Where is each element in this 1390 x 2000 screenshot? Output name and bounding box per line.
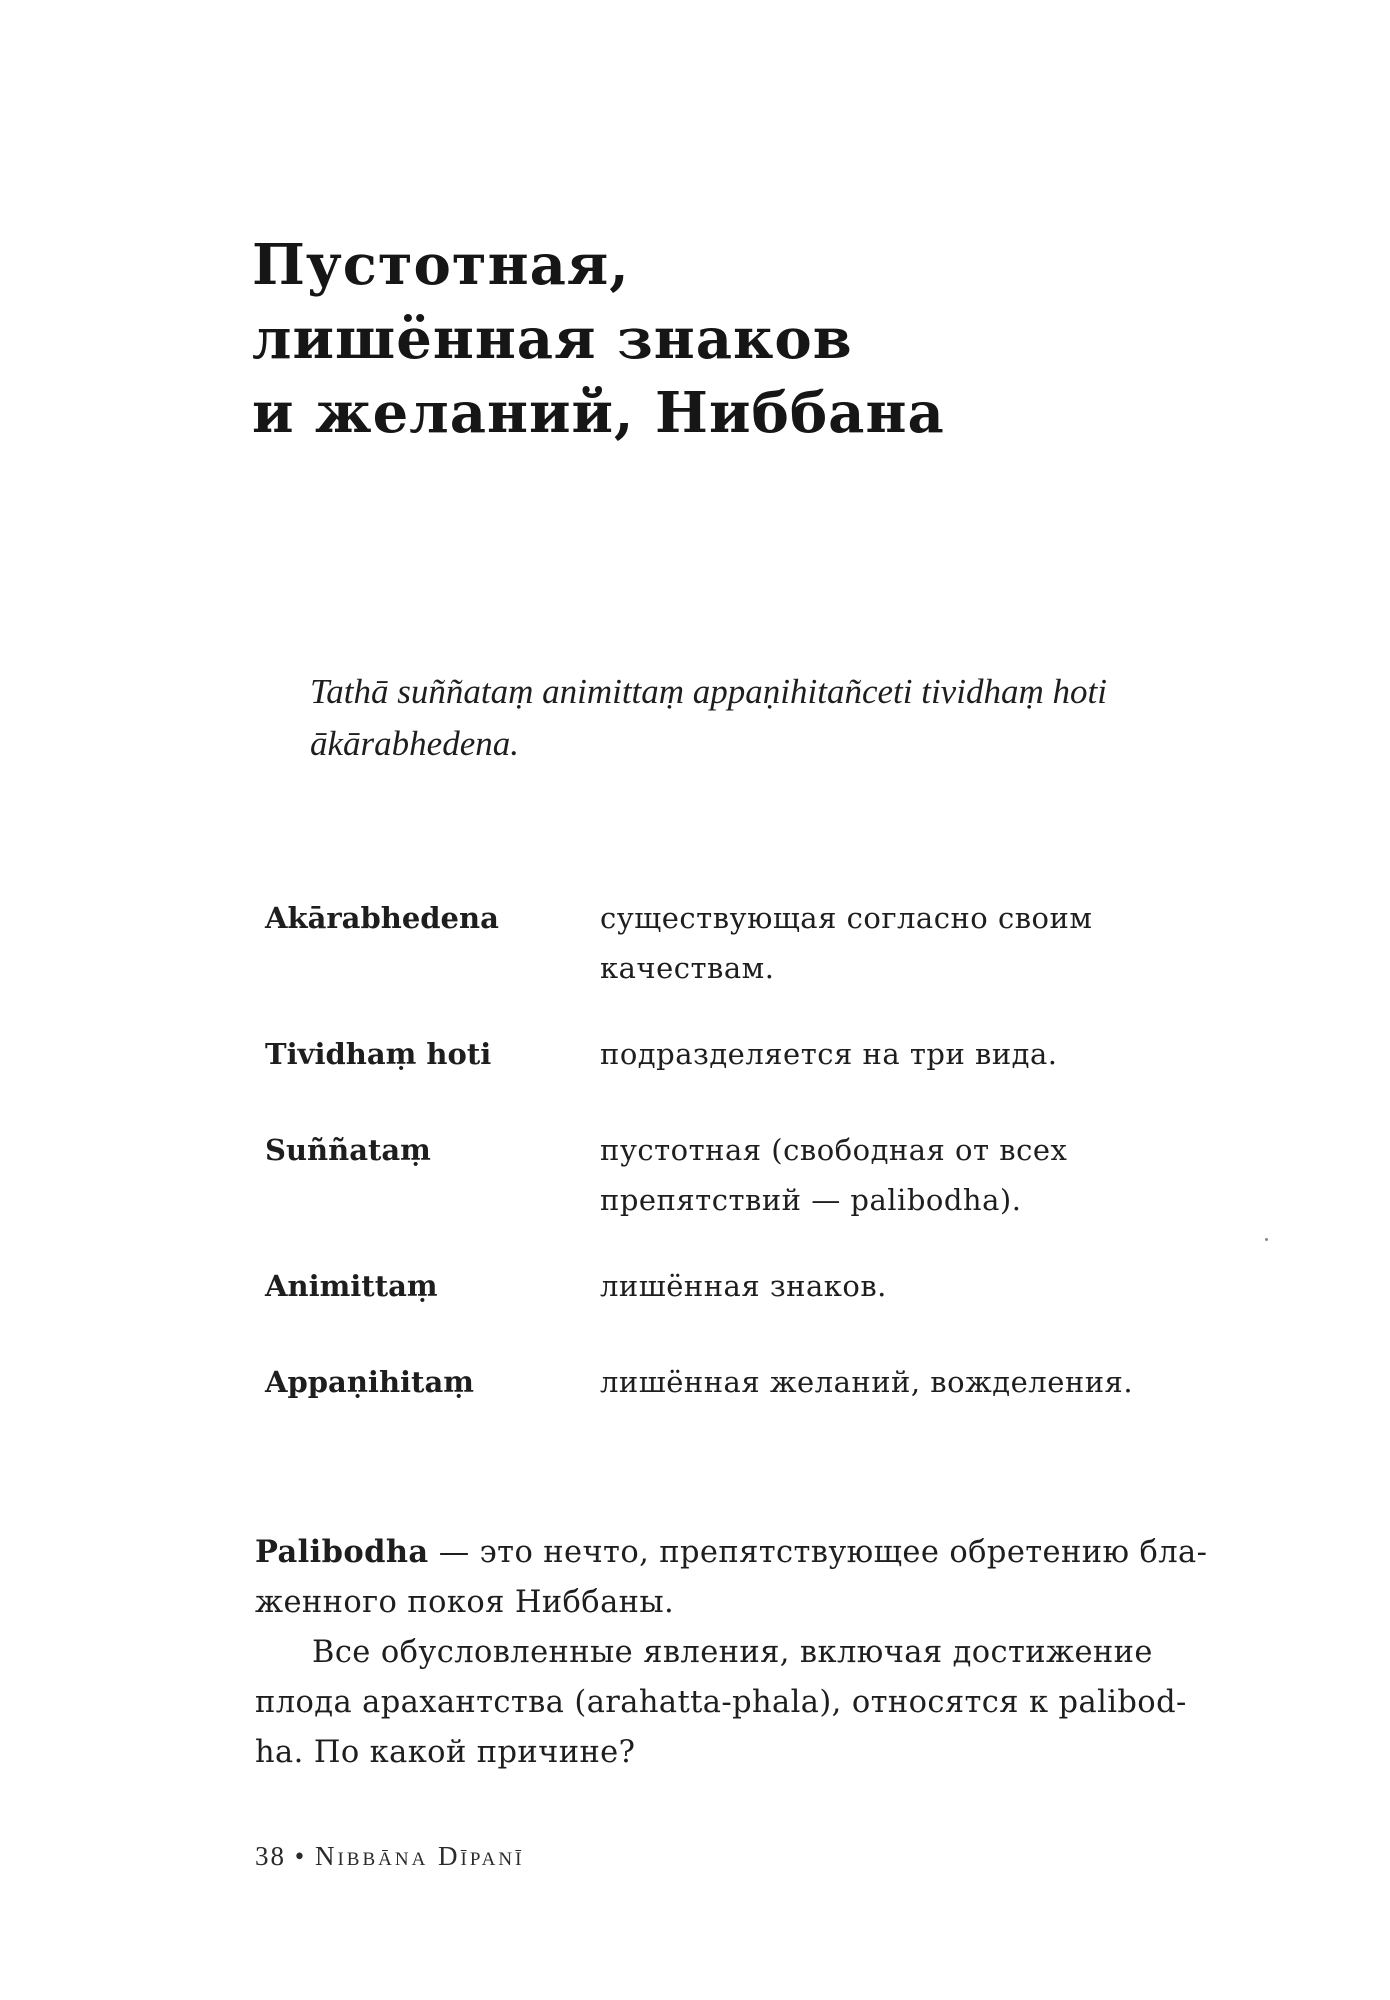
glossary-term: Suññataṃ: [265, 1133, 431, 1167]
text-line: [255, 1527, 1265, 1578]
glossary-row: [265, 1261, 1245, 1357]
definition-line: препятствий — palibodha).: [600, 1183, 1022, 1217]
definition-line: лишённая знаков.: [600, 1269, 887, 1303]
paragraph: [255, 1628, 1265, 1778]
glossary-row: [265, 1357, 1245, 1417]
definition-line: существующая согласно своим: [600, 901, 1093, 935]
text-line: плода арахантства (arahatta-phala), относятся к palibod-: [255, 1685, 1187, 1720]
text-line: женного покоя Ниббаны.: [255, 1585, 675, 1620]
term-bold: Palibodha: [255, 1534, 429, 1570]
title-line: лишённая знаков: [252, 306, 853, 372]
text-line: ha. По какой причине?: [255, 1735, 636, 1770]
glossary-row: [265, 893, 1245, 1029]
glossary-term: Akārabhedena: [265, 901, 499, 935]
glossary-row: [265, 1125, 1245, 1261]
page-footer: [255, 1841, 524, 1872]
definition-line: пустотная (свободная от всех: [600, 1133, 1068, 1167]
glossary-table: [265, 893, 1245, 1417]
definition-line: подразделяется на три вида.: [600, 1037, 1058, 1071]
epigraph-line: Tathā suññataṃ animittaṃ appaṇihitañceti tividhaṃ hoti: [310, 672, 1107, 711]
body-text: [255, 1527, 1265, 1778]
glossary-definition: [600, 1029, 1245, 1079]
running-title: Nibbāna Dīpanī: [314, 1841, 525, 1871]
epigraph-line: ākārabhedena.: [310, 724, 519, 763]
text-fragment: — это нечто, препятствующее обретению бла-: [428, 1535, 1208, 1570]
page-title: [252, 228, 945, 450]
title-line: Пустотная,: [252, 232, 630, 298]
glossary-term: Appaṇihitaṃ: [265, 1365, 474, 1399]
page-number: 38: [255, 1841, 286, 1871]
glossary-term: Animittaṃ: [265, 1269, 438, 1303]
text-line: Все обусловленные явления, включая достижение: [312, 1635, 1153, 1670]
paragraph: [255, 1527, 1265, 1628]
glossary-definition: [600, 1357, 1245, 1407]
definition-line: лишённая желаний, вожделения.: [600, 1365, 1134, 1399]
glossary-row: [265, 1029, 1245, 1125]
title-line: и желаний, Ниббана: [252, 380, 945, 446]
glossary-definition: [600, 1261, 1245, 1311]
speck-mark: [1265, 1238, 1268, 1241]
glossary-definition: [600, 893, 1245, 993]
pali-epigraph: [310, 666, 1210, 770]
glossary-definition: [600, 1125, 1245, 1225]
footer-separator: •: [294, 1841, 307, 1871]
definition-line: качествам.: [600, 951, 775, 985]
glossary-term: Tividhaṃ hoti: [265, 1037, 492, 1071]
